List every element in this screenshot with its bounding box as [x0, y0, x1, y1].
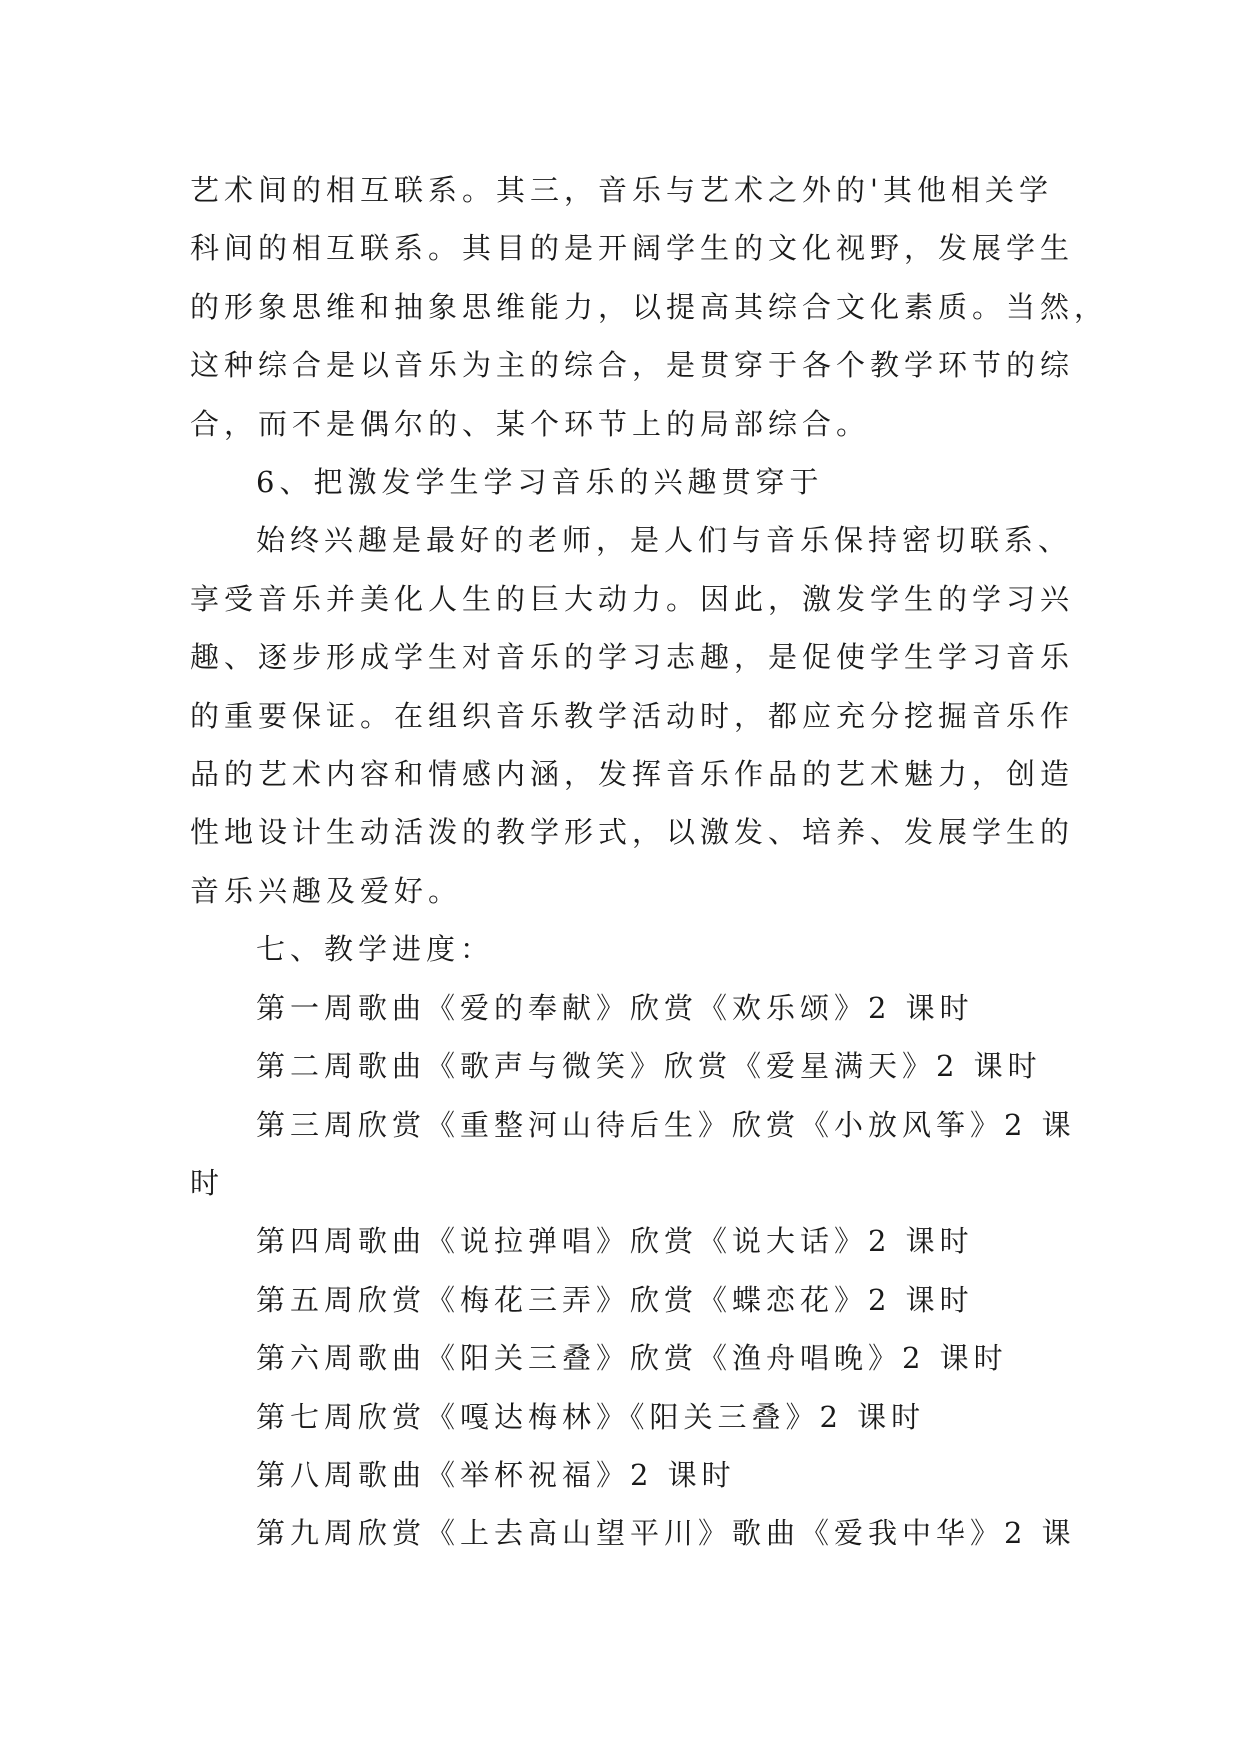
schedule-week-7: [190, 1388, 1070, 1446]
schedule-week-1: [190, 979, 1070, 1037]
text-line: 的形象思维和抽象思维能力，以提高其综合文化素质。当然，: [190, 289, 1109, 324]
text-line: 趣、逐步形成学生对音乐的学习志趣，是促使学生学习音乐: [190, 640, 1075, 675]
schedule-week-8: [190, 1446, 1070, 1504]
text-line: 第五周欣赏《梅花三弄》欣赏《蝶恋花》2 课时: [256, 1282, 974, 1317]
text-line: 性地设计生动活泼的教学形式，以激发、培养、发展学生的: [190, 815, 1075, 850]
text-line: 这种综合是以音乐为主的综合，是贯穿于各个教学环节的综: [190, 348, 1075, 383]
text-line: 品的艺术内容和情感内涵，发挥音乐作品的艺术魅力，创造: [190, 757, 1075, 792]
schedule-week-3: [190, 1096, 1076, 1213]
text-line: 6、把激发学生学习音乐的兴趣贯穿于: [256, 465, 824, 500]
schedule-week-4: [190, 1212, 1070, 1270]
text-line: 第一周歌曲《爱的奉献》欣赏《欢乐颂》2 课时: [256, 990, 974, 1025]
text-line: 第九周欣赏《上去高山望平川》歌曲《爱我中华》2 课: [256, 1516, 1076, 1551]
section-heading-schedule: [190, 920, 1070, 978]
document-body: [190, 161, 1109, 1563]
text-line: 第三周欣赏《重整河山待后生》欣赏《小放风筝》2 课: [256, 1107, 1076, 1142]
text-line: 音乐兴趣及爱好。: [190, 873, 463, 908]
text-line: 七、教学进度：: [256, 932, 495, 967]
schedule-week-2: [190, 1037, 1070, 1095]
paragraph-integration: [190, 161, 1109, 453]
text-line: 艺术间的相互联系。其三，音乐与艺术之外的'其他相关学: [190, 173, 1053, 207]
section-heading-6: [190, 453, 1070, 511]
paragraph-interest: [190, 511, 1075, 920]
text-line: 始终兴趣是最好的老师，是人们与音乐保持密切联系、: [256, 523, 1073, 558]
text-line: 的重要保证。在组织音乐教学活动时，都应充分挖掘音乐作: [190, 698, 1075, 733]
schedule-week-9: [190, 1504, 1076, 1562]
text-line: 科间的相互联系。其目的是开阔学生的文化视野，发展学生: [190, 231, 1075, 266]
text-line: 合，而不是偶尔的、某个环节上的局部综合。: [190, 406, 871, 441]
schedule-week-6: [190, 1329, 1070, 1387]
text-line: 第六周歌曲《阳关三叠》欣赏《渔舟唱晚》2 课时: [256, 1341, 1008, 1376]
text-line: 时: [190, 1165, 225, 1200]
text-line: 第二周歌曲《歌声与微笑》欣赏《爱星满天》2 课时: [256, 1049, 1042, 1084]
text-line: 第八周歌曲《举杯祝福》2 课时: [256, 1457, 736, 1492]
text-line: 享受音乐并美化人生的巨大动力。因此，激发学生的学习兴: [190, 581, 1075, 616]
schedule-week-5: [190, 1271, 1070, 1329]
text-line: 第四周歌曲《说拉弹唱》欣赏《说大话》2 课时: [256, 1224, 974, 1259]
text-line: 第七周欣赏《嘎达梅林》《阳关三叠》2 课时: [256, 1399, 926, 1434]
